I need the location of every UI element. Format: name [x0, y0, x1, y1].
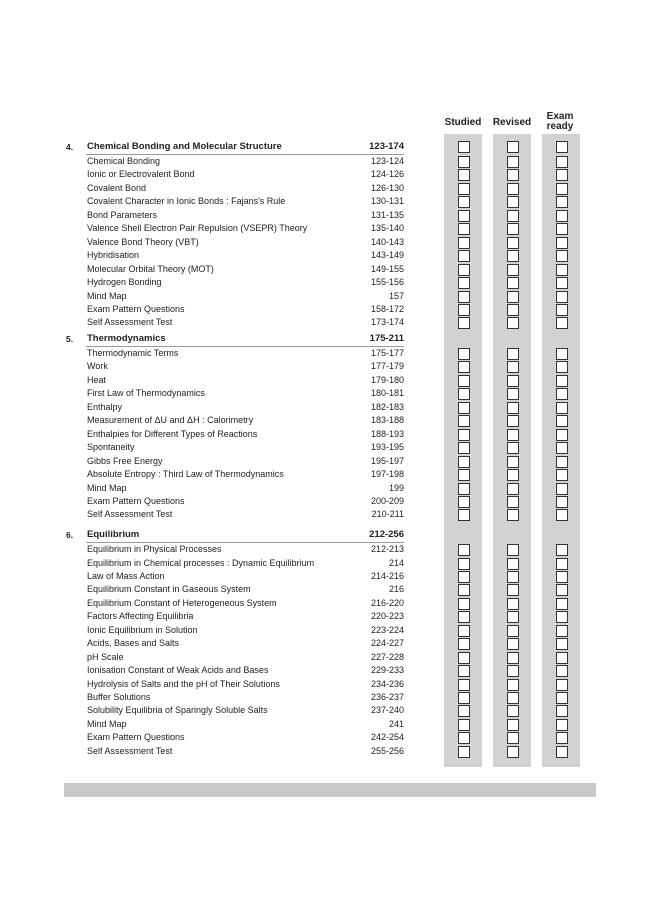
- revised-checkbox[interactable]: [507, 348, 519, 360]
- studied-checkbox[interactable]: [458, 625, 470, 637]
- chapter-divider: [86, 542, 404, 543]
- chapter-divider: [86, 346, 404, 347]
- revised-checkbox[interactable]: [507, 250, 519, 262]
- studied-checkbox[interactable]: [458, 250, 470, 262]
- studied-checkbox[interactable]: [458, 692, 470, 704]
- topic-title: Measurement of ΔU and ΔH : Calorimetry: [87, 415, 254, 426]
- exam-ready-checkbox[interactable]: [556, 415, 568, 427]
- topic-title: Thermodynamic Terms: [87, 348, 179, 358]
- exam-ready-checkbox[interactable]: [556, 277, 568, 289]
- revised-checkbox[interactable]: [507, 456, 519, 468]
- topic-pages: 227-228: [370, 651, 404, 662]
- topic-title: Enthalpies for Different Types of Reactions: [87, 428, 258, 439]
- topic-title: Ionic or Electrovalent Bond: [87, 169, 195, 180]
- exam-ready-checkbox[interactable]: [556, 304, 568, 316]
- topic-row: [0, 402, 660, 415]
- studied-checkbox[interactable]: [458, 223, 470, 235]
- topic-pages: 255-256: [370, 745, 404, 756]
- chapter-title: Thermodynamics: [87, 333, 166, 344]
- exam-ready-checkbox[interactable]: [556, 375, 568, 387]
- chapter-number: 4.: [66, 142, 74, 152]
- topic-row: [0, 223, 660, 236]
- topic-title: Gibbs Free Energy: [87, 455, 163, 466]
- chapter-title: Chemical Bonding and Molecular Structure: [87, 141, 282, 152]
- topic-pages: 179-180: [370, 374, 404, 385]
- chapter-divider: [86, 154, 404, 155]
- exam-ready-checkbox[interactable]: [556, 348, 568, 360]
- revised-checkbox[interactable]: [507, 169, 519, 181]
- chapter-title: Equilibrium: [87, 529, 140, 540]
- topic-pages: 200-209: [370, 495, 404, 506]
- topic-pages: 212-213: [370, 544, 404, 554]
- topic-row: [0, 746, 660, 759]
- topic-title: Covalent Bond: [87, 182, 147, 193]
- revised-checkbox[interactable]: [507, 375, 519, 387]
- topic-row: [0, 679, 660, 692]
- revised-checkbox[interactable]: [507, 442, 519, 454]
- topic-title: Equilibrium in Chemical processes : Dynamic Equilibrium: [87, 557, 315, 568]
- topic-title: Acids, Bases and Salts: [87, 638, 180, 649]
- revised-checkbox[interactable]: [507, 141, 519, 153]
- exam-ready-checkbox[interactable]: [556, 638, 568, 650]
- studied-checkbox[interactable]: [458, 196, 470, 208]
- topic-row: [0, 264, 660, 277]
- topic-row: [0, 429, 660, 442]
- studied-checkbox[interactable]: [458, 348, 470, 360]
- topic-row: [0, 665, 660, 678]
- studied-checkbox[interactable]: [458, 169, 470, 181]
- revised-header: Revised: [492, 117, 532, 128]
- topic-title: Ionic Equilibrium in Solution: [87, 624, 198, 635]
- topic-title: Law of Mass Action: [87, 570, 165, 581]
- studied-checkbox[interactable]: [458, 402, 470, 414]
- topic-pages: 241: [388, 718, 404, 729]
- exam-ready-checkbox[interactable]: [556, 156, 568, 168]
- exam-ready-checkbox[interactable]: [556, 183, 568, 195]
- revised-checkbox[interactable]: [507, 692, 519, 704]
- studied-checkbox[interactable]: [458, 571, 470, 583]
- topic-title: pH Scale: [87, 651, 124, 662]
- topic-pages: 242-254: [370, 732, 404, 743]
- topic-title: Self Assessment Test: [87, 509, 173, 520]
- studied-checkbox[interactable]: [458, 544, 470, 556]
- studied-checkbox[interactable]: [458, 237, 470, 249]
- studied-checkbox[interactable]: [458, 469, 470, 481]
- revised-checkbox[interactable]: [507, 571, 519, 583]
- topic-pages: 214: [388, 557, 404, 568]
- studied-checkbox[interactable]: [458, 509, 470, 521]
- exam-ready-checkbox[interactable]: [556, 250, 568, 262]
- topic-row: [0, 156, 660, 169]
- topic-title: Factors Affecting Equilibria: [87, 611, 194, 622]
- exam-ready-checkbox[interactable]: [556, 705, 568, 717]
- revised-checkbox[interactable]: [507, 183, 519, 195]
- chapter-row: [0, 333, 660, 346]
- exam-ready-checkbox[interactable]: [556, 442, 568, 454]
- revised-checkbox[interactable]: [507, 196, 519, 208]
- topic-pages: 157: [388, 290, 404, 301]
- revised-checkbox[interactable]: [507, 388, 519, 400]
- studied-checkbox[interactable]: [458, 719, 470, 731]
- revised-checkbox[interactable]: [507, 429, 519, 441]
- topic-row: [0, 183, 660, 196]
- topic-row: [0, 638, 660, 651]
- revised-checkbox[interactable]: [507, 156, 519, 168]
- topic-title: First Law of Thermodynamics: [87, 388, 205, 399]
- exam-ready-checkbox[interactable]: [556, 719, 568, 731]
- revised-checkbox[interactable]: [507, 544, 519, 556]
- topic-row: [0, 250, 660, 263]
- topic-title: Mind Map: [87, 718, 127, 729]
- studied-checkbox[interactable]: [458, 156, 470, 168]
- topic-pages: 177-179: [370, 361, 404, 372]
- topic-row: [0, 442, 660, 455]
- topic-pages: 199: [388, 482, 404, 493]
- exam-ready-checkbox[interactable]: [556, 692, 568, 704]
- topic-row: [0, 692, 660, 705]
- topic-pages: 214-216: [370, 570, 404, 581]
- topic-row: [0, 304, 660, 317]
- chapter-pages: 175-211: [369, 333, 404, 344]
- topic-title: Valence Shell Electron Pair Repulsion (VSEPR) Theory: [87, 223, 308, 234]
- studied-checkbox[interactable]: [458, 496, 470, 508]
- revised-checkbox[interactable]: [507, 237, 519, 249]
- exam-ready-header: Exam ready: [546, 111, 574, 132]
- topic-row: [0, 348, 660, 361]
- exam-ready-checkbox[interactable]: [556, 223, 568, 235]
- topic-title: Enthalpy: [87, 401, 123, 412]
- exam-ready-checkbox[interactable]: [556, 402, 568, 414]
- topic-title: Molecular Orbital Theory (MOT): [87, 263, 214, 274]
- topic-row: [0, 169, 660, 182]
- studied-checkbox[interactable]: [458, 746, 470, 758]
- studied-checkbox[interactable]: [458, 611, 470, 623]
- chapter-number: 6.: [66, 530, 74, 540]
- topic-title: Mind Map: [87, 290, 127, 301]
- revised-checkbox[interactable]: [507, 625, 519, 637]
- exam-ready-checkbox[interactable]: [556, 611, 568, 623]
- exam-ready-checkbox[interactable]: [556, 584, 568, 596]
- topic-row: [0, 210, 660, 223]
- topic-row: [0, 558, 660, 571]
- topic-pages: 229-233: [370, 665, 404, 675]
- topic-pages: 193-195: [370, 442, 404, 453]
- topic-pages: 224-227: [370, 638, 404, 649]
- exam-ready-checkbox[interactable]: [556, 732, 568, 744]
- topic-row: [0, 719, 660, 732]
- topic-title: Hydrogen Bonding: [87, 277, 162, 288]
- topic-pages: 175-177: [370, 348, 404, 358]
- topic-row: [0, 415, 660, 428]
- topic-row: [0, 571, 660, 584]
- revised-checkbox[interactable]: [507, 638, 519, 650]
- topic-title: Exam Pattern Questions: [87, 303, 185, 314]
- chapter-pages: 123-174: [369, 141, 404, 152]
- revised-checkbox[interactable]: [507, 611, 519, 623]
- exam-ready-checkbox[interactable]: [556, 469, 568, 481]
- revised-checkbox[interactable]: [507, 652, 519, 664]
- topic-pages: 155-156: [370, 277, 404, 288]
- topic-pages: 220-223: [370, 611, 404, 622]
- topic-title: Valence Bond Theory (VBT): [87, 236, 199, 247]
- topic-pages: 130-131: [370, 196, 404, 207]
- revised-checkbox[interactable]: [507, 496, 519, 508]
- topic-pages: 123-124: [370, 156, 404, 166]
- chapter-pages: 212-256: [369, 529, 404, 540]
- chapter-row: [0, 529, 660, 542]
- exam-ready-checkbox[interactable]: [556, 429, 568, 441]
- studied-checkbox[interactable]: [458, 456, 470, 468]
- exam-ready-checkbox[interactable]: [556, 361, 568, 373]
- topic-row: [0, 732, 660, 745]
- studied-checkbox[interactable]: [458, 665, 470, 677]
- revised-checkbox[interactable]: [507, 679, 519, 691]
- revised-checkbox[interactable]: [507, 732, 519, 744]
- exam-ready-checkbox[interactable]: [556, 558, 568, 570]
- studied-checkbox[interactable]: [458, 483, 470, 495]
- revised-checkbox[interactable]: [507, 304, 519, 316]
- revised-checkbox[interactable]: [507, 705, 519, 717]
- topic-row: [0, 509, 660, 522]
- topic-title: Solubility Equilibria of Sparingly Soluble Salts: [87, 705, 268, 716]
- revised-checkbox[interactable]: [507, 361, 519, 373]
- footer-bar: [64, 783, 596, 797]
- topic-row: [0, 375, 660, 388]
- studied-checkbox[interactable]: [458, 598, 470, 610]
- topic-row: [0, 584, 660, 597]
- topic-title: Absolute Entropy : Third Law of Thermodynamics: [87, 469, 284, 480]
- topic-pages: 210-211: [371, 509, 404, 520]
- topic-pages: 158-172: [370, 303, 404, 314]
- exam-ready-checkbox[interactable]: [556, 141, 568, 153]
- chapter-row: [0, 141, 660, 154]
- topic-title: Self Assessment Test: [87, 317, 173, 328]
- studied-checkbox[interactable]: [458, 442, 470, 454]
- studied-checkbox[interactable]: [458, 361, 470, 373]
- revised-checkbox[interactable]: [507, 483, 519, 495]
- revised-checkbox[interactable]: [507, 598, 519, 610]
- revised-checkbox[interactable]: [507, 317, 519, 329]
- exam-ready-checkbox[interactable]: [556, 196, 568, 208]
- topic-row: [0, 544, 660, 557]
- topic-pages: 216-220: [370, 597, 404, 608]
- topic-title: Hybridisation: [87, 250, 140, 261]
- topic-title: Buffer Solutions: [87, 692, 151, 702]
- exam-ready-checkbox[interactable]: [556, 456, 568, 468]
- topic-title: Ionisation Constant of Weak Acids and Bases: [87, 665, 269, 675]
- topic-title: Equilibrium Constant in Gaseous System: [87, 584, 251, 595]
- exam-ready-checkbox[interactable]: [556, 625, 568, 637]
- topic-pages: 126-130: [370, 182, 404, 193]
- studied-header: Studied: [444, 117, 482, 128]
- topic-row: [0, 625, 660, 638]
- topic-row: [0, 496, 660, 509]
- chapter-number: 5.: [66, 334, 74, 344]
- topic-pages: 223-224: [370, 624, 404, 635]
- topic-row: [0, 361, 660, 374]
- studied-checkbox[interactable]: [458, 429, 470, 441]
- exam-ready-checkbox[interactable]: [556, 679, 568, 691]
- topic-pages: 143-149: [370, 250, 404, 261]
- revised-checkbox[interactable]: [507, 746, 519, 758]
- revised-checkbox[interactable]: [507, 264, 519, 276]
- exam-ready-checkbox[interactable]: [556, 388, 568, 400]
- exam-ready-checkbox[interactable]: [556, 210, 568, 222]
- topic-pages: 180-181: [370, 388, 404, 399]
- topic-row: [0, 291, 660, 304]
- topic-title: Mind Map: [87, 482, 127, 493]
- studied-checkbox[interactable]: [458, 584, 470, 596]
- revised-checkbox[interactable]: [507, 223, 519, 235]
- revised-checkbox[interactable]: [507, 719, 519, 731]
- topic-title: Equilibrium Constant of Heterogeneous System: [87, 597, 277, 608]
- topic-pages: 149-155: [370, 263, 404, 274]
- exam-ready-checkbox[interactable]: [556, 496, 568, 508]
- topic-row: [0, 237, 660, 250]
- studied-checkbox[interactable]: [458, 679, 470, 691]
- topic-pages: 135-140: [370, 223, 404, 234]
- topic-row: [0, 196, 660, 209]
- topic-row: [0, 317, 660, 330]
- topic-pages: 124-126: [370, 169, 404, 180]
- studied-checkbox[interactable]: [458, 388, 470, 400]
- studied-checkbox[interactable]: [458, 705, 470, 717]
- topic-row: [0, 598, 660, 611]
- topic-title: Covalent Character in Ionic Bonds : Fajans's Rule: [87, 196, 286, 207]
- studied-checkbox[interactable]: [458, 304, 470, 316]
- studied-checkbox[interactable]: [458, 264, 470, 276]
- revised-checkbox[interactable]: [507, 509, 519, 521]
- revised-checkbox[interactable]: [507, 291, 519, 303]
- topic-pages: 173-174: [370, 317, 404, 328]
- studied-checkbox[interactable]: [458, 652, 470, 664]
- exam-ready-checkbox[interactable]: [556, 746, 568, 758]
- topic-row: [0, 456, 660, 469]
- topic-title: Bond Parameters: [87, 209, 158, 220]
- exam-ready-checkbox[interactable]: [556, 652, 568, 664]
- revised-checkbox[interactable]: [507, 415, 519, 427]
- topic-row: [0, 388, 660, 401]
- studied-checkbox[interactable]: [458, 558, 470, 570]
- topic-pages: 234-236: [370, 678, 404, 689]
- exam-ready-checkbox[interactable]: [556, 544, 568, 556]
- studied-checkbox[interactable]: [458, 291, 470, 303]
- revised-checkbox[interactable]: [507, 584, 519, 596]
- studied-checkbox[interactable]: [458, 210, 470, 222]
- studied-checkbox[interactable]: [458, 732, 470, 744]
- topic-pages: 236-237: [370, 692, 404, 702]
- topic-row: [0, 705, 660, 718]
- topic-row: [0, 652, 660, 665]
- topic-pages: 188-193: [370, 428, 404, 439]
- topic-title: Work: [87, 361, 108, 372]
- studied-checkbox[interactable]: [458, 277, 470, 289]
- revised-checkbox[interactable]: [507, 665, 519, 677]
- studied-checkbox[interactable]: [458, 415, 470, 427]
- exam-ready-checkbox[interactable]: [556, 571, 568, 583]
- exam-ready-checkbox[interactable]: [556, 237, 568, 249]
- studied-checkbox[interactable]: [458, 141, 470, 153]
- topic-pages: 197-198: [370, 469, 404, 480]
- revised-checkbox[interactable]: [507, 469, 519, 481]
- topic-pages: 237-240: [370, 705, 404, 716]
- topic-row: [0, 611, 660, 624]
- topic-row: [0, 483, 660, 496]
- revised-checkbox[interactable]: [507, 402, 519, 414]
- exam-ready-checkbox[interactable]: [556, 483, 568, 495]
- topic-title: Heat: [87, 374, 107, 385]
- exam-ready-checkbox[interactable]: [556, 509, 568, 521]
- topic-title: Hydrolysis of Salts and the pH of Their Solutions: [87, 678, 280, 689]
- topic-pages: 183-188: [370, 415, 404, 426]
- revised-checkbox[interactable]: [507, 558, 519, 570]
- topic-title: Self Assessment Test: [87, 745, 173, 756]
- topic-row: [0, 469, 660, 482]
- topic-pages: 216: [388, 584, 404, 595]
- topic-title: Spontaneity: [87, 442, 135, 453]
- revised-checkbox[interactable]: [507, 277, 519, 289]
- exam-ready-checkbox[interactable]: [556, 264, 568, 276]
- topic-title: Exam Pattern Questions: [87, 732, 185, 743]
- studied-checkbox[interactable]: [458, 375, 470, 387]
- revised-checkbox[interactable]: [507, 210, 519, 222]
- topic-title: Equilibrium in Physical Processes: [87, 544, 222, 554]
- topic-title: Exam Pattern Questions: [87, 495, 185, 506]
- exam-ready-checkbox[interactable]: [556, 169, 568, 181]
- topic-pages: 131-135: [370, 209, 404, 220]
- exam-ready-checkbox[interactable]: [556, 317, 568, 329]
- topic-pages: 182-183: [370, 401, 404, 412]
- topic-title: Chemical Bonding: [87, 156, 161, 166]
- studied-checkbox[interactable]: [458, 638, 470, 650]
- studied-checkbox[interactable]: [458, 183, 470, 195]
- exam-ready-checkbox[interactable]: [556, 291, 568, 303]
- topic-pages: 195-197: [370, 455, 404, 466]
- studied-checkbox[interactable]: [458, 317, 470, 329]
- exam-ready-checkbox[interactable]: [556, 665, 568, 677]
- topic-pages: 140-143: [370, 236, 404, 247]
- exam-ready-checkbox[interactable]: [556, 598, 568, 610]
- topic-row: [0, 277, 660, 290]
